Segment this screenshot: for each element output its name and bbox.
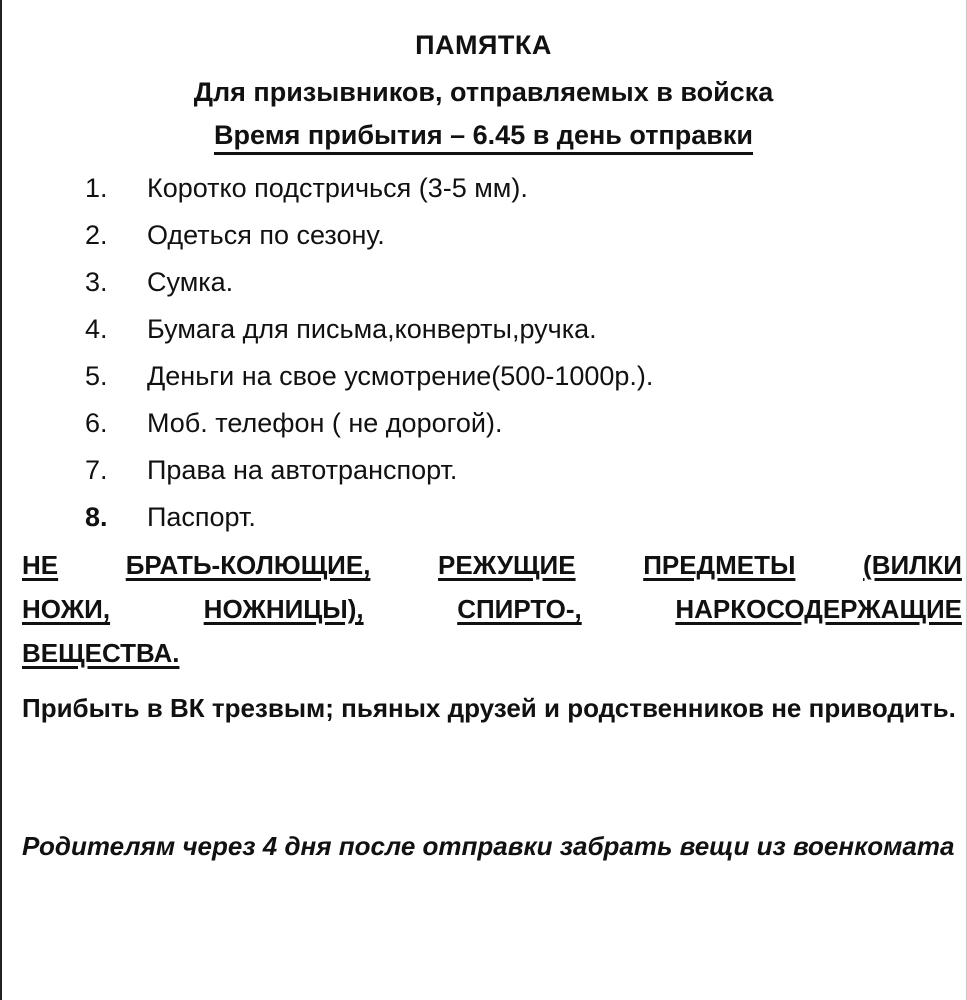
list-item	[85, 306, 653, 353]
warning-word: СПИРТО-,	[457, 594, 582, 624]
warning-word: НЕ	[22, 550, 59, 580]
list-item	[85, 353, 653, 400]
list-item	[85, 165, 653, 212]
list-item-number: 7.	[85, 455, 108, 485]
list-item-text: Одеться по сезону.	[147, 220, 385, 250]
sober-arrival-note: Прибыть в ВК трезвым; пьяных друзей и родственников не приводить.	[22, 693, 956, 723]
list-item-number: 3.	[85, 267, 108, 297]
list-item-text: Права на автотранспорт.	[147, 455, 458, 485]
warning-word: (ВИЛКИ	[863, 550, 962, 580]
warning-word: НАРКОСОДЕРЖАЩИЕ	[675, 594, 962, 624]
memo-title: ПАМЯТКА	[415, 30, 552, 60]
list-item-number: 8.	[85, 502, 108, 532]
prohibited-items-warning	[22, 543, 962, 675]
list-item	[85, 259, 653, 306]
warning-word: НОЖНИЦЫ),	[203, 594, 364, 624]
list-item-text: Деньги на свое усмотрение(500-1000р.).	[147, 361, 654, 391]
arrival-time: Время прибытия – 6.45 в день отправки	[214, 120, 753, 155]
list-item-number: 1.	[85, 173, 108, 203]
checklist	[85, 165, 653, 541]
list-item	[85, 447, 653, 494]
warning-line-2	[22, 587, 962, 631]
list-item	[85, 212, 653, 259]
warning-word: БРАТЬ-КОЛЮЩИЕ,	[125, 550, 371, 580]
list-item-number: 4.	[85, 314, 108, 344]
list-item	[85, 494, 653, 541]
memo-subtitle: Для призывников, отправляемых в войска	[193, 77, 774, 107]
list-item	[85, 400, 653, 447]
warning-word: ПРЕДМЕТЫ	[643, 550, 796, 580]
list-item-text: Моб. телефон ( не дорогой).	[147, 408, 503, 438]
warning-word: РЕЖУЩИЕ	[438, 550, 576, 580]
list-item-text: Коротко подстричься (3-5 мм).	[147, 173, 528, 203]
list-item-number: 6.	[85, 408, 108, 438]
arrival-time-block	[0, 120, 967, 155]
warning-line-3: ВЕЩЕСТВА.	[22, 638, 180, 668]
list-item-text: Бумага для письма,конверты,ручка.	[147, 314, 597, 344]
list-item-text: Сумка.	[147, 267, 234, 297]
list-item-text: Паспорт.	[147, 502, 256, 532]
list-item-number: 2.	[85, 220, 108, 250]
warning-word: НОЖИ,	[22, 594, 111, 624]
list-item-number: 5.	[85, 361, 108, 391]
warning-line-1	[22, 543, 962, 587]
parents-note: Родителям через 4 дня после отправки забрать вещи из военкомата	[22, 831, 955, 861]
